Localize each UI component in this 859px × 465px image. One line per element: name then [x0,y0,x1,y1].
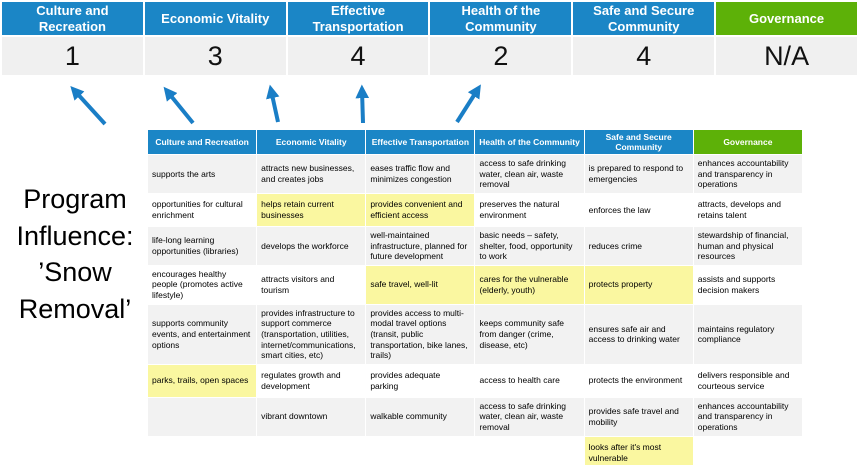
influence-arrow [362,90,363,123]
value-score: 4 [288,37,429,75]
matrix-cell: access to safe drinking water, clean air, waste removal [475,155,583,193]
matrix-cell: supports the arts [148,155,256,193]
matrix-cell: opportunities for cultural enrichment [148,194,256,226]
matrix-cell: provides infrastructure to support commerce (transportation, utilities, internet/communications, smart cities, etc) [257,305,365,364]
matrix-cell: regulates growth and development [257,365,365,397]
matrix-cell: keeps community safe from danger (crime, disease, etc) [475,305,583,364]
table-row [148,266,802,304]
value-header: Safe and Secure Community [573,2,714,35]
matrix-cell: enhances accountability and transparency in operations [694,155,802,193]
matrix-column-header: Culture and Recreation [148,130,256,154]
matrix-cell: basic needs – safety, shelter, food, opportunity to work [475,227,583,265]
matrix-cell: is prepared to respond to emergencies [585,155,693,193]
value-score: 2 [430,37,571,75]
matrix-cell: reduces crime [585,227,693,265]
value-score: N/A [716,37,857,75]
matrix-cell [148,437,256,465]
matrix-column-header: Economic Vitality [257,130,365,154]
matrix-cell [694,437,802,465]
page-title: Program Influence: ’Snow Removal’ [16,184,134,325]
matrix-cell: parks, trails, open spaces [148,365,256,397]
matrix-cell: protects property [585,266,693,304]
value-score: 1 [2,37,143,75]
matrix-cell: protects the environment [585,365,693,397]
matrix-cell: walkable community [366,398,474,436]
table-row [148,437,802,465]
influence-arrow [74,90,105,124]
matrix-cell: provides adequate parking [366,365,474,397]
matrix-cell: attracts new businesses, and creates jobs [257,155,365,193]
table-row [148,398,802,436]
table-row [148,155,802,193]
value-score: 4 [573,37,714,75]
matrix-cell: enforces the law [585,194,693,226]
table-row [148,227,802,265]
matrix-cell: ensures safe air and access to drinking water [585,305,693,364]
matrix-cell: life-long learning opportunities (libraries) [148,227,256,265]
influence-arrow [271,90,278,122]
table-row [148,365,802,397]
matrix-cell: provides safe travel and mobility [585,398,693,436]
value-header: Effective Transportation [288,2,429,35]
value-header: Health of the Community [430,2,571,35]
matrix-cell: vibrant downtown [257,398,365,436]
matrix-column-header: Health of the Community [475,130,583,154]
matrix-cell [148,398,256,436]
matrix-cell [257,437,365,465]
matrix-cell: helps retain current businesses [257,194,365,226]
matrix-cell [366,437,474,465]
matrix-cell: attracts, develops and retains talent [694,194,802,226]
matrix-cell: provides access to multi-modal travel options (transit, public transportation, bike lanes, trails) [366,305,474,364]
matrix-cell: delivers responsible and courteous service [694,365,802,397]
matrix-cell: preserves the natural environment [475,194,583,226]
matrix-cell: attracts visitors and tourism [257,266,365,304]
matrix-cell: access to safe drinking water, clean air, waste removal [475,398,583,436]
matrix-column-header: Safe and Secure Community [585,130,693,154]
value-header: Economic Vitality [145,2,286,35]
matrix-cell: safe travel, well-lit [366,266,474,304]
influence-arrow [457,89,478,122]
matrix-column-header: Governance [694,130,802,154]
matrix-column-header: Effective Transportation [366,130,474,154]
matrix-cell: eases traffic flow and minimizes congestion [366,155,474,193]
table-row [148,194,802,226]
matrix-cell [475,437,583,465]
matrix-cell: assists and supports decision makers [694,266,802,304]
matrix-header-row [148,130,802,154]
matrix-cell: enhances accountability and transparency in operations [694,398,802,436]
value-header: Governance [716,2,857,35]
matrix-cell: looks after it's most vulnerable [585,437,693,465]
value-score: 3 [145,37,286,75]
matrix-cell: well-maintained infrastructure, planned for future development [366,227,474,265]
matrix-cell: access to health care [475,365,583,397]
matrix-cell: develops the workforce [257,227,365,265]
influence-arrow [167,91,193,123]
matrix-cell: provides convenient and efficient access [366,194,474,226]
matrix-cell: maintains regulatory compliance [694,305,802,364]
matrix-body [148,155,802,465]
influence-matrix [147,129,803,465]
matrix-cell: supports community events, and entertainment options [148,305,256,364]
matrix-cell: encourages healthy people (promotes active lifestyle) [148,266,256,304]
matrix-cell: stewardship of financial, human and physical resources [694,227,802,265]
value-header: Culture and Recreation [2,2,143,35]
scoreboard [2,2,857,75]
table-row [148,305,802,364]
matrix-cell: cares for the vulnerable (elderly, youth) [475,266,583,304]
